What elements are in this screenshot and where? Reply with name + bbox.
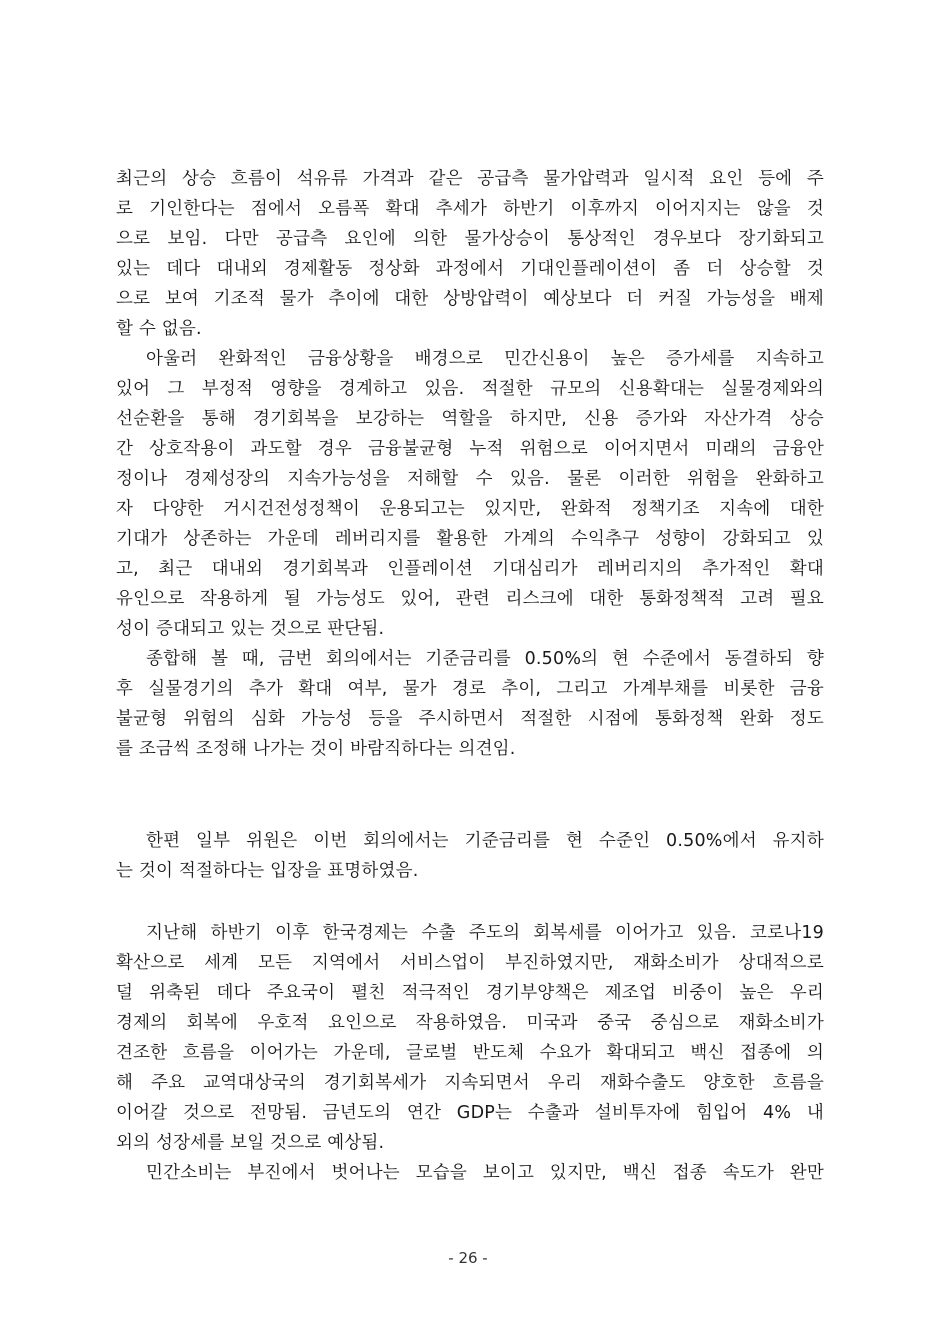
text-line: 확산으로 세계 모든 지역에서 서비스업이 부진하였지만, 재화소비가 상대적으로 (116, 953, 824, 973)
text-line: 선순환을 통해 경기회복을 보강하는 역할을 하지만, 신용 증가와 자산가격 상승 (116, 409, 824, 429)
text-line: 이어갈 것으로 전망됨. 금년도의 연간 GDP는 수출과 설비투자에 힘입어 4% 내 (116, 1103, 824, 1123)
text-line: 해 주요 교역대상국의 경기회복세가 지속되면서 우리 재화수출도 양호한 흐름을 (116, 1073, 824, 1093)
text-line: 정이나 경제성장의 지속가능성을 저해할 수 있음. 물론 이러한 위험을 완화하고 (116, 469, 824, 489)
text-line: 로 기인한다는 점에서 오름폭 확대 추세가 하반기 이후까지 이어지지는 않을 것 (116, 199, 824, 219)
text-line: 아울러 완화적인 금융상황을 배경으로 민간신용이 높은 증가세를 지속하고 (146, 349, 824, 369)
text-line: 한편 일부 위원은 이번 회의에서는 기준금리를 현 수준인 0.50%에서 유지하 (146, 831, 824, 851)
text-line: 덜 위축된 데다 주요국이 펼친 적극적인 경기부양책은 제조업 비중이 높은 우리 (116, 983, 824, 1003)
text-line: 최근의 상승 흐름이 석유류 가격과 같은 공급측 물가압력과 일시적 요인 등에 주 (116, 169, 824, 189)
text-line: 성이 증대되고 있는 것으로 판단됨. (116, 619, 385, 639)
text-line: 를 조금씩 조정해 나가는 것이 바람직하다는 의견임. (116, 739, 516, 759)
text-line: 간 상호작용이 과도할 경우 금융불균형 누적 위험으로 이어지면서 미래의 금융안 (116, 439, 824, 459)
text-line: 외의 성장세를 보일 것으로 예상됨. (116, 1133, 385, 1153)
text-line: 있는 데다 대내외 경제활동 정상화 과정에서 기대인플레이션이 좀 더 상승할 것 (116, 259, 824, 279)
text-line: 으로 보여 기조적 물가 추이에 대한 상방압력이 예상보다 더 커질 가능성을 배제 (116, 289, 824, 309)
text-line: 는 것이 적절하다는 입장을 표명하였음. (116, 861, 419, 881)
page-number: - 26 - (448, 1249, 488, 1267)
text-line: 후 실물경기의 추가 확대 여부, 물가 경로 추이, 그리고 가계부채를 비롯한 금융 (116, 679, 824, 699)
text-line: 종합해 볼 때, 금번 회의에서는 기준금리를 0.50%의 현 수준에서 동결하되 향 (146, 649, 824, 669)
text-line: 지난해 하반기 이후 한국경제는 수출 주도의 회복세를 이어가고 있음. 코로나19 (146, 923, 824, 943)
text-line: 할 수 없음. (116, 319, 202, 339)
text-line: 불균형 위험의 심화 가능성 등을 주시하면서 적절한 시점에 통화정책 완화 정도 (116, 709, 824, 729)
text-line: 민간소비는 부진에서 벗어나는 모습을 보이고 있지만, 백신 접종 속도가 완만 (146, 1163, 824, 1183)
text-line: 고, 최근 대내외 경기회복과 인플레이션 기대심리가 레버리지의 추가적인 확대 (116, 559, 824, 579)
text-line: 자 다양한 거시건전성정책이 운용되고는 있지만, 완화적 정책기조 지속에 대한 (116, 499, 824, 519)
text-line: 견조한 흐름을 이어가는 가운데, 글로벌 반도체 수요가 확대되고 백신 접종에 의 (116, 1043, 824, 1063)
text-line: 기대가 상존하는 가운데 레버리지를 활용한 가계의 수익추구 성향이 강화되고 있 (116, 529, 824, 549)
text-line: 경제의 회복에 우호적 요인으로 작용하였음. 미국과 중국 중심으로 재화소비가 (116, 1013, 824, 1033)
text-line: 으로 보임. 다만 공급측 요인에 의한 물가상승이 통상적인 경우보다 장기화되고 (116, 229, 824, 249)
text-line: 유인으로 작용하게 될 가능성도 있어, 관련 리스크에 대한 통화정책적 고려 필요 (116, 589, 824, 609)
text-line: 있어 그 부정적 영향을 경계하고 있음. 적절한 규모의 신용확대는 실물경제와의 (116, 379, 824, 399)
